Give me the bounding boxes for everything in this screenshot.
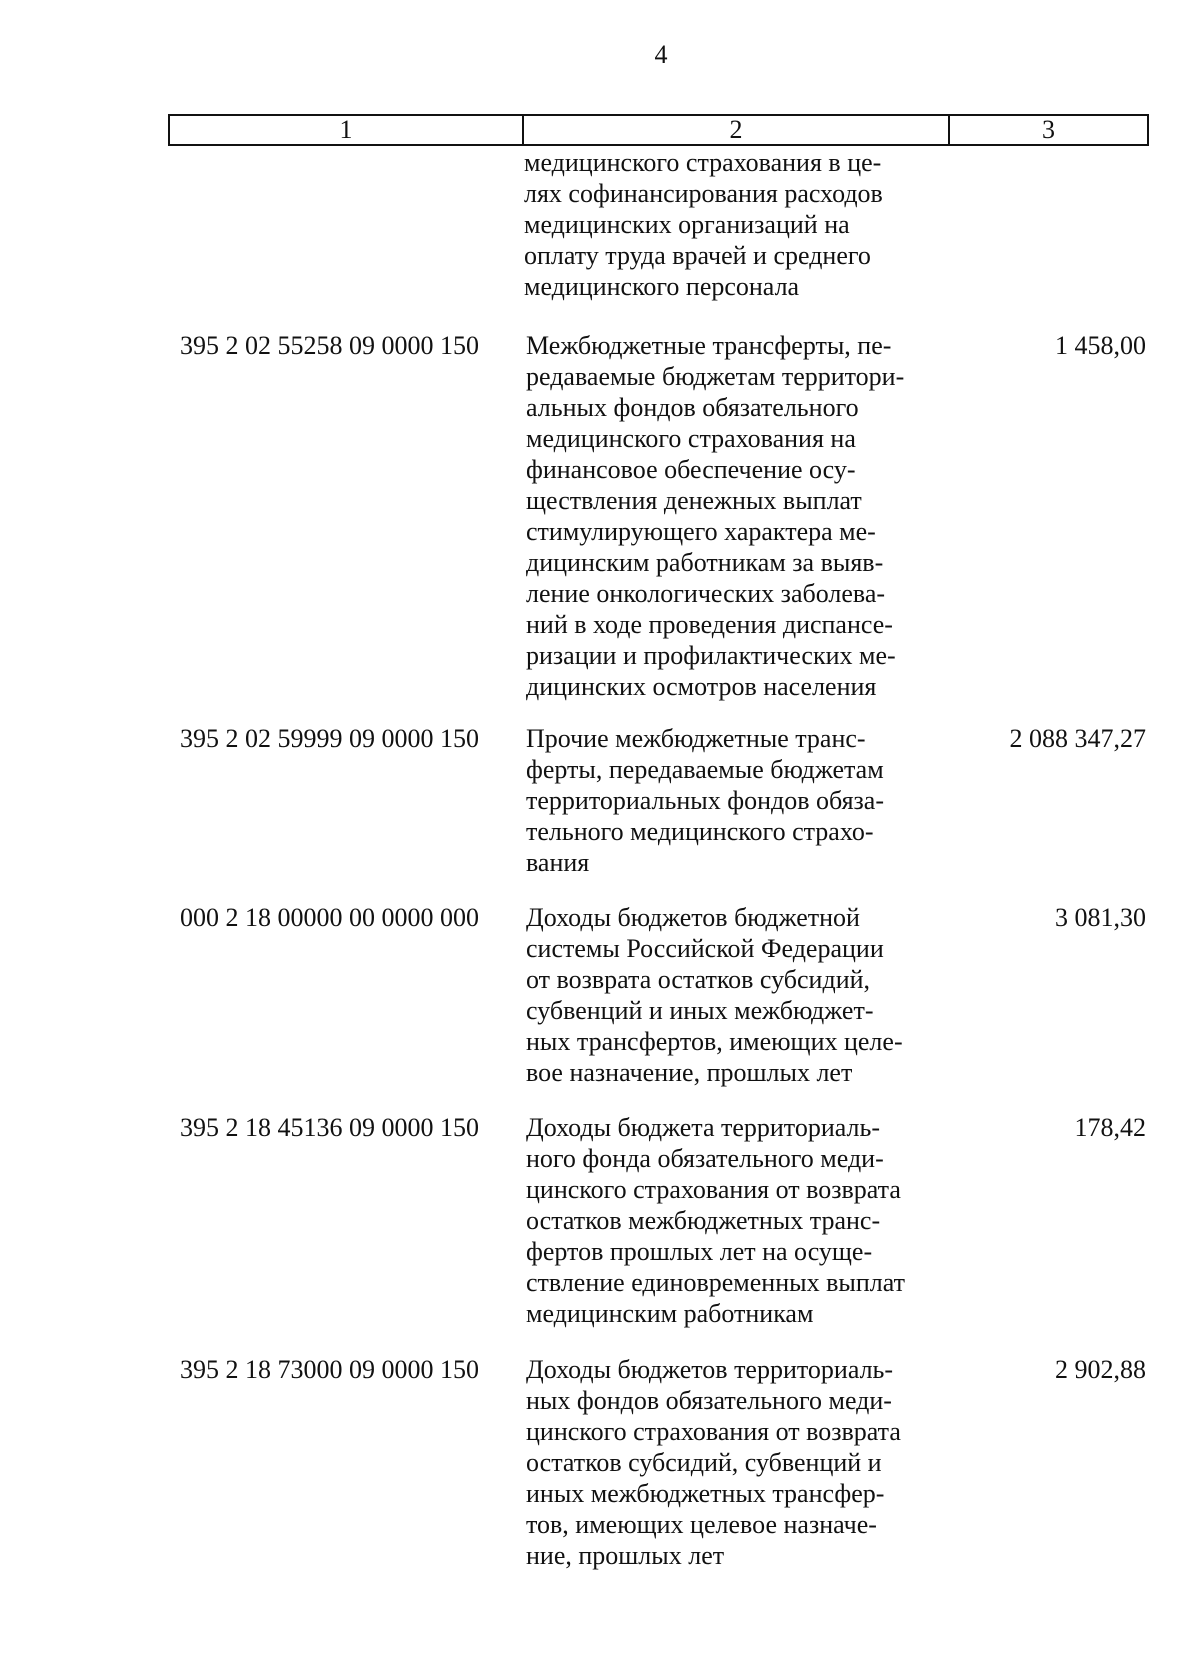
description-line: субвенций и иных межбюджет- (526, 996, 874, 1025)
description-line: иных межбюджетных трансфер- (526, 1479, 885, 1508)
description-line: ление онкологических заболева- (526, 579, 886, 608)
continuation-description (524, 147, 944, 302)
description-line: ферты, передаваемые бюджетам (526, 755, 884, 784)
budget-code: 395 2 18 45136 09 0000 150 (180, 1113, 479, 1142)
budget-code: 395 2 02 59999 09 0000 150 (180, 724, 479, 753)
column-header-row (169, 115, 1148, 145)
description-line: ний в ходе проведения диспансе- (526, 610, 893, 639)
description-line: ществления денежных выплат (526, 486, 862, 515)
description-line: вания (526, 848, 590, 877)
description-line: Межбюджетные трансферты, пе- (526, 331, 892, 360)
description-line: медицинским работникам (526, 1299, 814, 1328)
budget-code: 395 2 18 73000 09 0000 150 (180, 1355, 479, 1384)
description-line: Прочие межбюджетные транс- (526, 724, 866, 753)
description-line: альных фондов обязательного (526, 393, 859, 422)
description-line: Доходы бюджетов территориаль- (526, 1355, 894, 1384)
page-number: 4 (654, 40, 668, 69)
amount-value: 2 902,88 (1055, 1355, 1146, 1384)
amount-value: 1 458,00 (1055, 331, 1146, 360)
description-line: дицинских осмотров населения (526, 672, 877, 701)
description-line: цинского страхования от возврата (526, 1175, 901, 1204)
row-description (526, 330, 966, 702)
description-line: дицинским работникам за выяв- (526, 548, 884, 577)
description-line: медицинского персонала (524, 272, 800, 301)
description-line: Доходы бюджетов бюджетной (526, 903, 860, 932)
description-line: территориальных фондов обяза- (526, 786, 885, 815)
description-line: лях софинансирования расходов (524, 179, 883, 208)
row-description (526, 723, 966, 878)
row-description (526, 902, 966, 1088)
description-line: ризации и профилактических ме- (526, 641, 896, 670)
description-line: оплату труда врачей и среднего (524, 241, 871, 270)
description-line: остатков межбюджетных транс- (526, 1206, 881, 1235)
budget-code: 395 2 02 55258 09 0000 150 (180, 331, 479, 360)
amount-value: 2 088 347,27 (1009, 724, 1146, 753)
amount-value: 3 081,30 (1055, 903, 1146, 932)
description-line: тельного медицинского страхо- (526, 817, 874, 846)
description-line: фертов прошлых лет на осуще- (526, 1237, 873, 1266)
description-line: ных трансфертов, имеющих целе- (526, 1027, 903, 1056)
column-header-table (168, 114, 1149, 146)
row-description (526, 1354, 966, 1571)
description-line: медицинских организаций на (524, 210, 850, 239)
description-line: стимулирующего характера ме- (526, 517, 876, 546)
description-line: Доходы бюджета территориаль- (526, 1113, 880, 1142)
description-line: ние, прошлых лет (526, 1541, 725, 1570)
description-line: медицинского страхования на (526, 424, 856, 453)
column-header-2: 2 (523, 115, 949, 145)
description-line: остатков субсидий, субвенций и (526, 1448, 882, 1477)
description-line: ного фонда обязательного меди- (526, 1144, 884, 1173)
description-line: тов, имеющих целевое назначе- (526, 1510, 877, 1539)
description-line: ствление единовременных выплат (526, 1268, 905, 1297)
description-line: редаваемые бюджетам территори- (526, 362, 905, 391)
description-line: от возврата остатков субсидий, (526, 965, 871, 994)
description-line: вое назначение, прошлых лет (526, 1058, 853, 1087)
column-header-1: 1 (169, 115, 523, 145)
description-line: системы Российской Федерации (526, 934, 884, 963)
description-line: ных фондов обязательного меди- (526, 1386, 892, 1415)
description-line: медицинского страхования в це- (524, 148, 882, 177)
description-line: финансовое обеспечение осу- (526, 455, 856, 484)
column-header-3: 3 (949, 115, 1148, 145)
amount-value: 178,42 (1074, 1113, 1146, 1142)
row-description (526, 1112, 966, 1329)
description-line: цинского страхования от возврата (526, 1417, 901, 1446)
budget-code: 000 2 18 00000 00 0000 000 (180, 903, 479, 932)
